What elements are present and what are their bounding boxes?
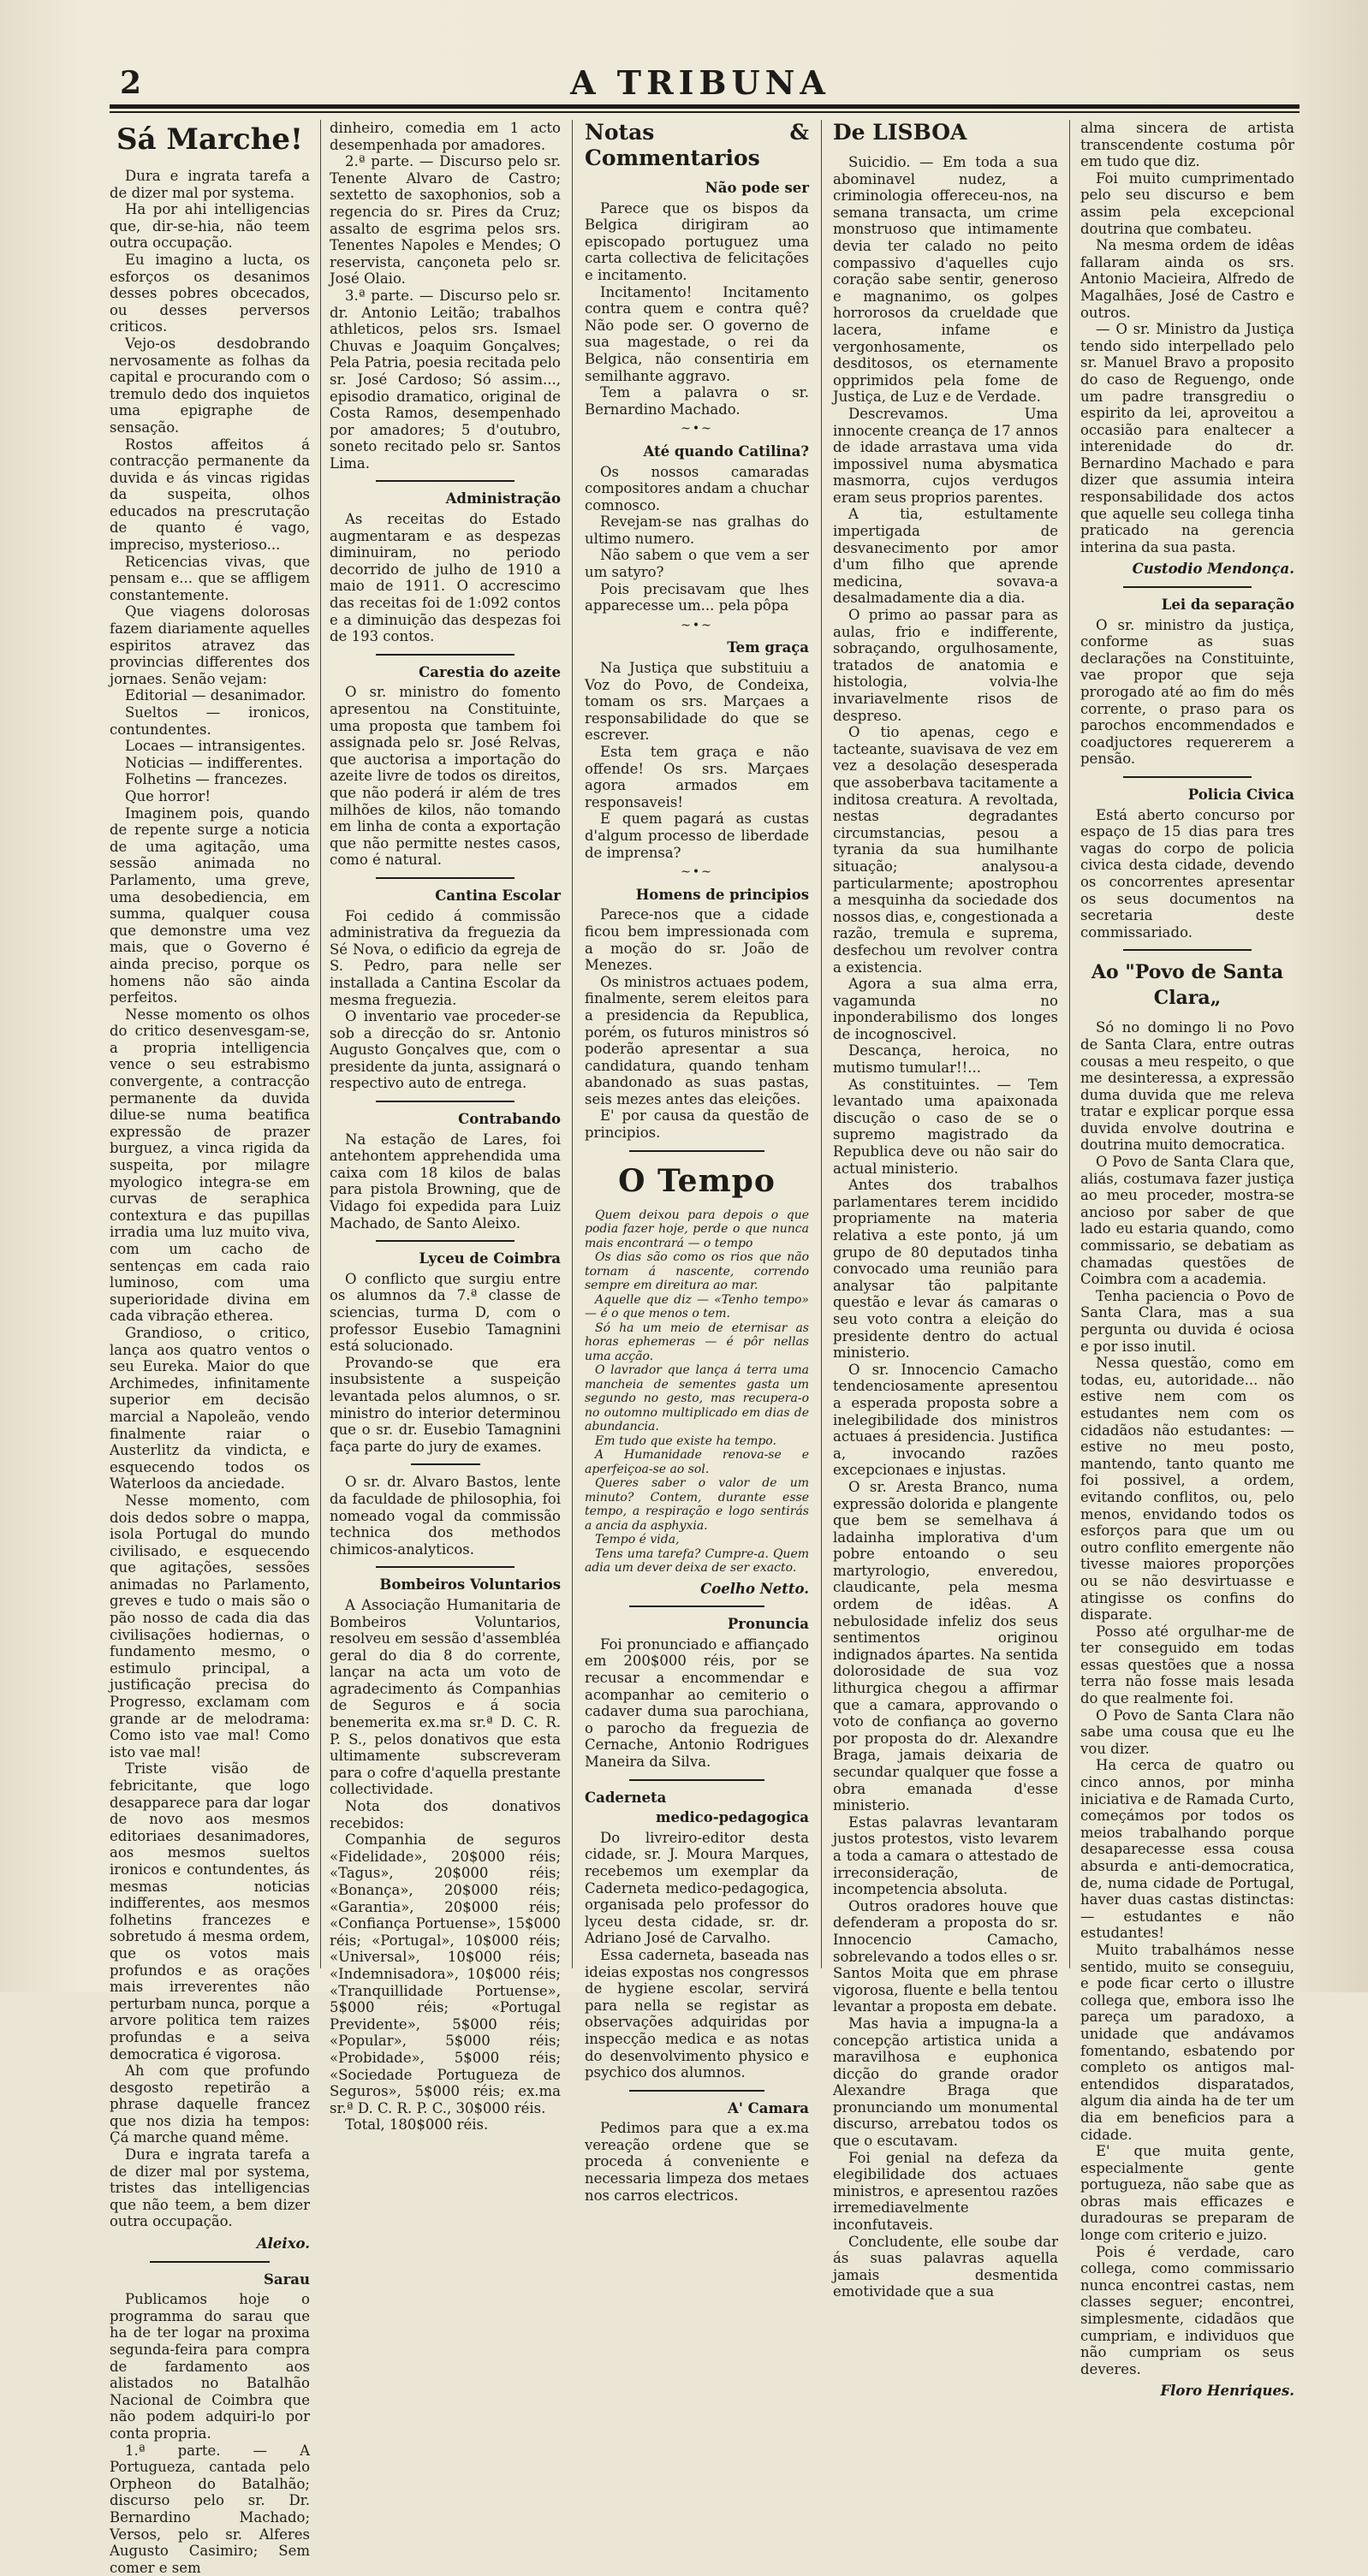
verse: Tempo é vida, bbox=[595, 1533, 680, 1547]
paragraph: O sr. ministro do fomento apresentou na Constituinte, uma proposta que tambem foi assignada pelo sr. José Relvas, que auctorisa a importação do azeite livre de todos os direitos, que não poderá ir além de tres milhões de kilos, não tomando em linha de conta a exportação que não permitte nestes casos, como é natural. bbox=[330, 684, 561, 869]
verse: Só ha um meio de eternisar as horas ephemeras — é pôr nellas uma acção. bbox=[585, 1321, 809, 1363]
paragraph: Essa caderneta, baseada nas ideias expostas nos congressos de hygiene escolar, servirá para nella se registar as observações adquiridas por inspecção medica e as notas do desenvolvimento physico e psychico dos alumnos. bbox=[585, 1946, 809, 2081]
paragraph: Ha por ahi intelligencias que, dir-se-hia, não teem outra occupação. bbox=[110, 201, 310, 252]
paragraph: 2.ª parte. — Discurso pelo sr. Tenente Alvaro de Castro; sextetto de saxophonios, sob a regencia do sr. Pires da Cruz; assalto de esgrima pelos srs. Tenentes Napoles e Mendes; O reservista, cançoneta pelo sr. José Olaio. bbox=[330, 153, 561, 288]
paragraph: Do livreiro-editor desta cidade, sr. J. Moura Marques, recebemos um exemplar da Caderneta medico-pedagogica, organisada pelo professor do lyceu desta cidade, sr. dr. Adriano José de Carvalho. bbox=[585, 1829, 809, 1947]
paragraph: Tenha paciencia o Povo de Santa Clara, mas a sua pergunta ou duvida é ociosa e por isso inutil. bbox=[1080, 1287, 1294, 1355]
section-heading: A' Camara bbox=[728, 2099, 809, 2116]
column-divider bbox=[320, 120, 321, 1968]
paragraph: Imaginem pois, quando de repente surge a noticia de uma agitação, uma sessão animada no Parlamento, uma greve, uma desobediencia, em summa, qualquer cousa que demonstre uma vez mais, que o Governo é ainda preciso, porque os homens não são ainda perfeitos. bbox=[110, 804, 310, 1006]
paragraph: Dura e ingrata tarefa a de dizer mal por systema, tristes das intelligencias que não teem, a bem dizer outra occupação. bbox=[110, 2146, 310, 2230]
list-item: Locaes — intransigentes. bbox=[125, 738, 306, 755]
separator-rule bbox=[1123, 776, 1252, 778]
paragraph: Foi pronunciado e affiançado em 200$000 réis, por se recusar a encommendar e acompanhar ao cemiterio o cadaver duma sua parochiana, o parocho da freguezia de Cernache, Antonio Rodrigues Maneira da Silva. bbox=[585, 1635, 809, 1770]
paragraph: Foi cedido á commissão administrativa da freguezia da Sé Nova, o edificio da egreja de S. Pedro, para nelle ser installada a Cantina Escolar da mesma freguezia. bbox=[330, 907, 561, 1008]
separator-rule bbox=[376, 480, 514, 482]
section-heading: Homens de principios bbox=[635, 886, 809, 903]
paragraph: Pois precisavam que lhes apparecesse um... pela pôpa bbox=[585, 580, 809, 614]
paragraph: Pedimos para que a ex.ma vereação ordene que se proceda á conveniente e necessaria limpeza dos metaes nos carros electricos. bbox=[585, 2120, 809, 2204]
paragraph: E' por causa da questão de principios. bbox=[585, 1107, 809, 1142]
list-item: Editorial — desanimador. bbox=[125, 687, 306, 704]
paragraph: Está aberto concurso por espaço de 15 dias para tres vagas do corpo de policia civica desta cidade, devendo os concorrentes apresentar os seus documentos na secretaria deste commissariado. bbox=[1080, 806, 1294, 941]
article-title-povo: Ao "Povo de Santa Clara„ bbox=[1091, 961, 1284, 1010]
separator-rule bbox=[376, 877, 514, 879]
list-item: Noticias — indifferentes. bbox=[125, 754, 303, 771]
paragraph: Tem a palavra o sr. Bernardino Machado. bbox=[585, 384, 809, 418]
paragraph: Não sabem o que vem a ser um satyro? bbox=[585, 547, 809, 581]
paragraph: Triste visão de febricitante, que logo desapparece para dar logar de novo aos mesmos editoriaes desanimadores, aos mesmos sueltos ironicos e contundentes, ás mesmas noticias indifferentes, aos mesmos folhetins francezes e sobretudo á mesma ordem, que os votos mais profundos e as orações mais irreverentes não perturbam nunca, porque a arvore politica tem raizes profundas e a seiva democratica é vigorosa. bbox=[110, 1760, 310, 2063]
list-item: Que horror! bbox=[125, 787, 211, 804]
paragraph: Parece-nos que a cidade ficou bem impressionada com a moção do sr. João de Menezes. bbox=[585, 906, 809, 974]
separator-rule bbox=[629, 1150, 764, 1152]
column-divider bbox=[1069, 120, 1070, 1968]
verse: Quem deixou para depois o que podia fazer hoje, perde o que nunca mais encontrará — o tempo bbox=[585, 1208, 809, 1250]
separator-rule bbox=[376, 654, 514, 656]
paragraph: Só no domingo li no Povo de Santa Clara, entre outras cousas a meu respeito, o que me desinteressa, a expressão duma duvida que me releva tratar e explicar porque essa duvida envolve doutrina e doutrina muito democratica. bbox=[1080, 1019, 1294, 1154]
paragraph: Concludente, elle soube dar ás suas palavras aquella jamais desmentida emotividade que a sua bbox=[833, 2233, 1058, 2300]
verse: O lavrador que lança á terra uma mancheia de sementes gasta um segundo no gesto, mas recupera-o no outomno multiplicado em dias de abundancia. bbox=[585, 1363, 809, 1434]
verse: Queres saber o valor de um minuto? Contem, durante esse tempo, a respiração e logo sentirás a ancia da asphyxia. bbox=[585, 1476, 809, 1533]
separator-rule bbox=[376, 1566, 514, 1568]
paragraph: Antes dos trabalhos parlamentares terem incidido propriamente na materia relativa a este ponto, já um grupo de 80 deputados tinha convocado uma reunião para analysar tão palpitante questão e levar ás camaras o seu voto contra a eleição do presidente dentro do actual ministerio. bbox=[833, 1177, 1058, 1362]
section-heading: Cantina Escolar bbox=[435, 887, 561, 904]
column-4 bbox=[833, 120, 1058, 2300]
paragraph: Foi muito cumprimentado pelo seu discurso e bem assim pela excepcional doutrina que combateu. bbox=[1080, 169, 1294, 237]
page-number: 2 bbox=[120, 65, 142, 101]
section-title-notas: Notas & Commentarios bbox=[585, 120, 809, 170]
section-heading: Policia Civica bbox=[1187, 786, 1294, 803]
ornament: ~•~ bbox=[681, 422, 713, 436]
paragraph: O conflicto que surgiu entre os alumnos da 7.ª classe de sciencias, turma D, com o professor Eusebio Tamagnini está solucionado. bbox=[330, 1270, 561, 1355]
paragraph: Ah com que profundo desgosto repetirão a phrase daquelle francez que nos dizia ha tempos: Çá marche quand même. bbox=[110, 2063, 310, 2146]
paragraph: 1.ª parte. — A Portugueza, cantada pelo Orpheon do Batalhão; discurso pelo sr. Dr. Bernardino Machado; Versos, pelo sr. Alferes Augusto Casimiro; Sem comer e sem bbox=[110, 2442, 310, 2576]
verse: A Humanidade renova-se e aperfeiçoa-se ao sol. bbox=[585, 1448, 809, 1476]
paragraph: Rostos affeitos á contracção permanente da duvida e ás vincas rigidas da suspeita, olhos educados na prescrutação de quanto é vago, impreciso, mysterioso... bbox=[110, 436, 310, 554]
article-title-sa-marche: Sá Marche! bbox=[116, 122, 303, 157]
section-heading: Lyceu de Coimbra bbox=[419, 1250, 561, 1267]
credit: Coelho Netto. bbox=[700, 1580, 809, 1597]
paragraph: Esta tem graça e não offende! Os srs. Marçaes agora armados em responsaveis! bbox=[585, 744, 809, 810]
paragraph: Na mesma ordem de idêas fallaram ainda os srs. Antonio Macieira, Alfredo de Magalhães, José de Castro e outros. bbox=[1080, 237, 1294, 321]
paragraph: O sr. ministro da justiça, conforme as suas declarações na Constituinte, vae propor que seja prorogado até ao fim do mês corrente, o praso para os parochos encommendados e coadjuctores requererem a pensão. bbox=[1080, 616, 1294, 768]
paragraph: A tia, estultamente impertigada de desvanecimento por amor d'um filho que aprende medicina, sovava-a desalmadamente dia a dia. bbox=[833, 506, 1058, 607]
paragraph: Na estação de Lares, foi antehontem apprehendida uma caixa com 18 kilos de balas para pistola Browning, que de Vidago foi expedida para Luiz Machado, de Santo Aleixo. bbox=[330, 1131, 561, 1232]
verse: Em tudo que existe ha tempo. bbox=[595, 1433, 776, 1448]
paragraph: A Associação Humanitaria de Bombeiros Voluntarios, resolveu em sessão d'assembléa geral do dia 8 do corrente, lançar na acta um voto de agradecimento ás Companhias de Seguros e á socia benemerita ex.ma sr.ª D. C. R. P. S., pelos donativos que esta ultimamente subscreveram para o cofre d'aquella prestante collectividade. bbox=[330, 1596, 561, 1798]
paragraph: Foi genial na defeza da elegibilidade dos actuaes ministros, e apresentou razões irremediavelmente inconfutaveis. bbox=[833, 2149, 1058, 2234]
paragraph: Incitamento! Incitamento contra quem e contra quê? Não pode ser. O governo de sua magestade, o rei da Belgica, não consentiria em semilhante aggravo. bbox=[585, 283, 809, 384]
tempo-verses bbox=[585, 1208, 809, 1576]
verse: Aquelle que diz — «Tenho tempo» — é o que menos o tem. bbox=[585, 1292, 809, 1321]
paragraph: Outros oradores houve que defenderam a proposta do sr. Innocencio Camacho, sobrelevando a todos elles o sr. Santos Moita que em phrase vigorosa, fluente e bella tentou levantar a proposta em debate. bbox=[833, 1897, 1058, 2015]
ornament: ~•~ bbox=[681, 618, 713, 632]
paragraph: As receitas do Estado augmentaram e as despezas diminuiram, no periodo decorrido de julho de 1910 a maio de 1911. O accrescimo das receitas foi de 1:092 contos e a diminuição das despezas foi de 193 contos. bbox=[330, 511, 561, 645]
list-item: Sueltos — ironicos, contundentes. bbox=[110, 704, 310, 738]
paragraph: O inventario vae proceder-se sob a direcção do sr. Antonio Augusto Gonçalves que, com o presidente da junta, assignará o respectivo auto de entrega. bbox=[330, 1008, 561, 1092]
section-title-lisboa: De LISBOA bbox=[833, 120, 967, 145]
paragraph: O sr. dr. Alvaro Bastos, lente da faculdade de philosophia, foi nomeado vogal da commissão technica dos methodos chimicos-analyticos. bbox=[330, 1474, 561, 1558]
paragraph: Nesse momento os olhos do critico desenvesgam-se, a propria intelligencia vence o seu estrabismo convergente, a contracção permanente da duvida dilue-se numa beatifica expressão de prazer burguez, a vinca rigida da suspeita, por milagre myologico integra-se em curvas de seraphica contextura e das pupillas irradia uma luz muito viva, com um cacho de sentenças em cada raio luminoso, com uma superioridade divina em cada vibração etherea. bbox=[110, 1006, 310, 1325]
paragraph: O sr. Innocencio Camacho tendenciosamente apresentou a esperada proposta sobre a inelegibilidade dos ministros actuaes á presidencia. Justifica a, invocando razões excepcionaes e injustas. bbox=[833, 1361, 1058, 1479]
paragraph: Descrevamos. Uma innocente creança de 17 annos de idade arrastava uma vida impossivel numa abysmatica masmorra, cujos verdugos eram seus proprios parentes. bbox=[833, 405, 1058, 506]
signature: Aleixo. bbox=[256, 2235, 310, 2253]
column-3 bbox=[585, 120, 809, 2204]
separator-rule bbox=[150, 2261, 270, 2263]
paragraph: Os nossos camaradas compositores andam a chuchar comnosco. bbox=[585, 463, 809, 513]
paragraph: O primo ao passar para as aulas, frio e indifferente, sobraçando, orgulhosamente, tratados de anatomia e histologia, volvia-lhe invariavelmente risos de despreso. bbox=[833, 607, 1058, 724]
paragraph: Posso até orgulhar-me de ter conseguido em todas essas questões que a nossa terra não fosse mais lesada do que realmente foi. bbox=[1080, 1623, 1294, 1707]
separator-rule bbox=[629, 1779, 764, 1781]
section-heading: Carestia do azeite bbox=[419, 663, 561, 680]
section-heading: Contrabando bbox=[458, 1111, 561, 1128]
paragraph: Muito trabalhámos nesse sentido, muito se conseguiu, e pode ficar certo o illustre collega que, embora isso lhe pareça um paradoxo, a unidade que andávamos fomentando, esbatendo por completo os antigos mal-entendidos disparatados, algum dia ainda ha de ter um dia em beneficios para a cidade. bbox=[1080, 1941, 1294, 2143]
paragraph: Mas havia a impugna-la a concepção artistica unida a maravilhosa e euphonica dicção do grande orador Alexandre Braga que pronunciando um monumental discurso, arrebatou todos os que o escutavam. bbox=[833, 2015, 1058, 2150]
paragraph: Nota dos donativos recebidos: bbox=[330, 1798, 561, 1831]
verse: Os dias são como os rios que não tornam á nascente, correndo sempre em direitura ao mar. bbox=[585, 1250, 809, 1293]
masthead bbox=[101, 60, 1300, 111]
paragraph: Descança, heroica, no mutismo tumular!!... bbox=[833, 1042, 1058, 1077]
signature: Floro Henriques. bbox=[1160, 2383, 1294, 2400]
signature: Custodio Mendonça. bbox=[1132, 561, 1294, 578]
paragraph: Companhia de seguros «Fidelidade», 20$000 réis; «Tagus», 20$000 réis; «Bonança», 20$000 réis; «Garantia», 20$000 réis; «Confiança Portuense», 15$000 réis; «Portugal», 10$000 réis; «Universal», 10$000 réis; «Indemnisadora», 10$000 réis; «Tranquillidade Portuense», 5$000 réis; «Portugal Previdente», 5$000 réis; «Popular», 5$000 réis; «Probidade», 5$000 réis; «Sociedade Portugueza de Seguros», 5$000 réis; ex.ma sr.ª D. C. R. P. C., 30$000 réis. bbox=[330, 1831, 561, 2116]
paragraph: alma sincera de artista transcendente costuma pôr em tudo que diz. bbox=[1080, 120, 1294, 170]
paragraph: 3.ª parte. — Discurso pelo sr. dr. Antonio Leitão; trabalhos athleticos, pelos srs. Ismael Chuvas e Joaquim Gonçalves; Pela Patria, poesia recitada pelo sr. José Cardoso; Só assim..., episodio dramatico, original de Costa Ramos, desempenhado por amadores; 5 d'outubro, soneto recitado pelo sr. Santos Lima. bbox=[330, 287, 561, 472]
paragraph: E quem pagará as custas d'algum processo de liberdade de imprensa? bbox=[585, 810, 809, 861]
paragraph: Dura e ingrata tarefa a de dizer mal por systema. bbox=[110, 168, 310, 201]
verse: Tens uma tarefa? Cumpre-a. Quem adia um dever deixa de ser exacto. bbox=[585, 1546, 809, 1576]
paragraph: Pois é verdade, caro collega, como commissario nunca encontrei castas, nem classes seguer; encontrei, simplesmente, cidadãos que cumpriam, e individuos que não cumpriam os seus deveres. bbox=[1080, 2243, 1294, 2377]
newspaper-name: A TRIBUNA bbox=[570, 63, 830, 102]
section-heading: Pronuncia bbox=[727, 1616, 809, 1633]
paragraph: Vejo-os desdobrando nervosamente as folhas da capital e procurando com o tremulo dedo dos inquietos uma epigraphe de sensação. bbox=[110, 335, 310, 436]
separator-rule bbox=[1123, 586, 1252, 588]
paragraph: O sr. Aresta Branco, numa expressão dolorida e plangente que bem se semelhava á ladainha implorativa d'um pobre entoando o seu martyrologio, enveredou, claudicante, pela mesma ordem de idêas. A nebulosidade infeliz dos seus sentimentos originou indignados ápartes. Na sentida dolorosidade de sua voz lithurgica chegou a affirmar que a camara, approvando o voto de confiança ao governo por proposta do dr. Alexandre Braga, jamais deixaria de secundar qualquer que fosse a obra emanada d'esse ministerio. bbox=[833, 1478, 1058, 1814]
paragraph: Os ministros actuaes podem, finalmente, serem eleitos para a presidencia da Republica, porém, os futuros ministros só poderão apresentar a sua candidatura, quando tenham abandonado as suas pastas, seis mezes antes das eleições. bbox=[585, 973, 809, 1107]
paragraph: Ha cerca de quatro ou cinco annos, por minha iniciativa e de Ramada Curto, começámos por todos os meios trabalhando porque desaparecesse essa cousa absurda e anti-democratica, de, numa cidade de Portugal, haver duas castas distinctas: — estudantes e não estudantes! bbox=[1080, 1757, 1294, 1942]
column-divider bbox=[821, 120, 822, 1968]
paragraph: Grandioso, o critico, lança aos quatro ventos o seu Eureka. Maior do que Archimedes, infinitamente superior em decisão marcial a Napoleão, vendo finalmente raiar o Austerlitz da vindicta, e esquecendo todos os Waterloos da anciedade. bbox=[110, 1324, 310, 1493]
masthead-rule-thin bbox=[110, 111, 1300, 113]
paragraph: Provando-se que era insubsistente a suspeição levantada pelos alumnos, o sr. ministro do interior determinou que o sr. dr. Eusebio Tamagnini faça parte do jury de exames. bbox=[330, 1354, 561, 1455]
paragraph: Eu imagino a lucta, os esforços os desanimos desses pobres obcecados, ou desses perversos criticos. bbox=[110, 251, 310, 335]
column-divider bbox=[572, 120, 573, 1968]
paragraph: Nesse momento, com dois dedos sobre o mappa, isola Portugal do mundo civilisado, e esquecendo que agitações, sessões animadas no Parlamento, greves e tudo o mais são o pão nosso de cada dia das civilisações hodiernas, o fundamento mesmo, o estimulo principal, a justificação precisa do Progresso, exclamam com grande ar de melodrama: Como isto vae mal! Como isto vae mal! bbox=[110, 1492, 310, 1760]
section-heading: Bombeiros Voluntarios bbox=[379, 1576, 561, 1594]
paragraph: Parece que os bispos da Belgica dirigiram ao episcopado portuguez uma carta collectiva de felicitações e incitamento. bbox=[585, 199, 809, 283]
column-5 bbox=[1080, 120, 1294, 2400]
paragraph: dinheiro, comedia em 1 acto desempenhada por amadores. bbox=[330, 120, 561, 153]
paragraph: Na Justiça que substituiu a Voz do Povo, de Condeixa, tomam os srs. Marçaes a responsabilidade do que se escrever. bbox=[585, 660, 809, 744]
masthead-rule bbox=[110, 104, 1300, 109]
paragraph: Que viagens dolorosas fazem diariamente aquelles espiritos atravez das provincias differentes dos jornaes. Senão vejam: bbox=[110, 603, 310, 687]
paragraph: Total, 180$000 réis. bbox=[345, 2116, 489, 2134]
separator-rule bbox=[1123, 949, 1252, 951]
column-2 bbox=[330, 120, 561, 2134]
article-title-tempo: O Tempo bbox=[618, 1162, 776, 1199]
column-1 bbox=[110, 120, 310, 2576]
paragraph: E' que muita gente, especialmente gente portugueza, não sabe que as obras mais efficazes e duradouras se preparam de longe com criterio e juizo. bbox=[1080, 2143, 1294, 2244]
paragraph: O Povo de Santa Clara que, aliás, costumava fazer justiça ao meu proceder, mostra-se ancioso por saber de que lado eu estaria quando, como commissario, se debatiam as chamadas questões de Coimbra com a academia. bbox=[1080, 1154, 1294, 1288]
paragraph: Publicamos hoje o programma do sarau que ha de ter logar na proxima segunda-feira para compra de fardamento aos alistados no Batalhão Nacional de Coimbra que não podem adquiri-lo por conta propria. bbox=[110, 2291, 310, 2442]
paragraph: O tio apenas, cego e tacteante, suavisava de vez em vez a desolação desesperada que assoberbava tacitamente a inditosa creatura. A revoltada, nestas degradantes circumstancias, pesou a tyrania da sua humilhante situação; analysou-a particularmente; apostrophou a mesquinha da sociedade dos nossos dias, e, congestionada a razão, tremula e suprema, desfechou um revolver contra a existencia. bbox=[833, 724, 1058, 976]
paragraph: Nessa questão, como em todas, eu, autoridade... não estive nem com os estudantes nem com os cidadãos não estudantes: — estive no meu posto, mantendo, tanto quanto me foi possivel, a ordem, evitando conflitos, ou, pelo menos, envidando todos os esforços para que um ou outro conflito emergente não tivesse maiores proporções ou se não desvirtuasse e atingisse os confins do disparate. bbox=[1080, 1355, 1294, 1623]
section-heading: Até quando Catilina? bbox=[643, 442, 809, 460]
section-heading: Lei da separação bbox=[1161, 597, 1294, 614]
paragraph: — O sr. Ministro da Justiça tendo sido interpellado pelo sr. Manuel Bravo a proposito do caso de Reguengo, onde um padre transgrediu o espirito da lei, aproveitou a occasião para enaltecer a interenidade do dr. Bernardino Machado e para dizer que assumia inteira responsabilidade dos actos que aquelle seu collega tinha praticado na gerencia interina da sua pasta. bbox=[1080, 321, 1294, 555]
list-item: Folhetins — francezes. bbox=[125, 771, 288, 788]
separator-rule bbox=[376, 1101, 514, 1102]
paragraph: Reticencias vivas, que pensam e... que se affligem constantemente. bbox=[110, 553, 310, 603]
section-heading: Administração bbox=[445, 490, 561, 507]
section-heading: Não pode ser bbox=[705, 180, 809, 196]
separator-rule bbox=[411, 1463, 480, 1465]
paragraph: Agora a sua alma erra, vagamunda no inponderabilismo dos longes de incognoscivel. bbox=[833, 976, 1058, 1042]
paragraph: Revejam-se nas gralhas do ultimo numero. bbox=[585, 513, 809, 547]
section-heading: Caderneta bbox=[585, 1789, 667, 1806]
paragraph: As constituintes. — Tem levantado uma apaixonada discução o caso de se o supremo magistrado da Republica deve ou não sair do actual ministerio. bbox=[833, 1076, 1058, 1177]
separator-rule bbox=[629, 2090, 764, 2092]
paragraph: Suicidio. — Em toda a sua abominavel nudez, a criminologia offereceu-nos, na semana transacta, um crime monstruoso que intimamente devia ter calado no peito compassivo d'aquelles cujo coração sabe sentir, generoso e magnanimo, os golpes horrorosos da crueldade que lacera, infame e vergonhosamente, os desditosos, os eternamente opprimidos pela fome de Justiça, de Luz e de Verdade. bbox=[833, 154, 1058, 406]
separator-rule bbox=[629, 1606, 764, 1607]
section-heading: Tem graça bbox=[727, 639, 809, 656]
paragraph: Estas palavras levantaram justos protestos, visto levarem a toda a camara o attestado de irreconsideração, de incompetencia absoluta. bbox=[833, 1813, 1058, 1898]
section-heading: Sarau bbox=[264, 2270, 310, 2288]
separator-rule bbox=[376, 1240, 514, 1242]
paragraph: O Povo de Santa Clara não sabe uma cousa que eu lhe vou dizer. bbox=[1080, 1706, 1294, 1757]
section-heading: medico-pedagogica bbox=[655, 1809, 809, 1826]
ornament: ~•~ bbox=[681, 865, 713, 880]
